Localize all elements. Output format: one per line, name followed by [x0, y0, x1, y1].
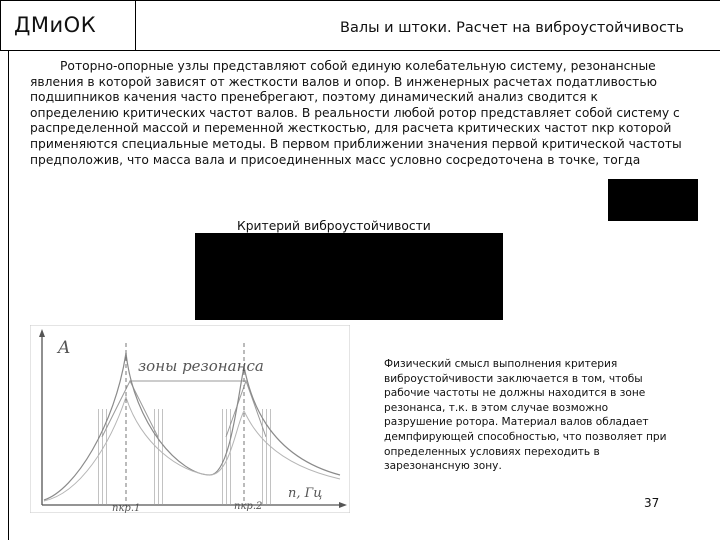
physical-meaning-text: Физический смысл выполнения критерия виброустойчивости заключается в том, чтобы рабочие частоты не должны находится в зоне резонанса, т.к. в этом случае возможно разрушение ротора. Материал валов обладает демпфирующей способностью, что позволяет при определенных условиях переходить в зарезонансную зону. — [384, 358, 667, 473]
course-logo: ДМиОК — [14, 13, 97, 37]
header-left-border — [0, 0, 9, 51]
header-divider — [135, 0, 136, 51]
left-rail — [8, 51, 9, 540]
page-number: 37 — [644, 496, 660, 510]
x-axis-label: n, Гц — [288, 486, 323, 501]
header-top-rule — [0, 0, 720, 1]
header-bottom-rule — [0, 50, 720, 51]
criterion-formula — [195, 233, 503, 320]
figure-frame — [30, 325, 350, 513]
y-axis-label: A — [58, 338, 71, 358]
main-paragraph: Роторно-опорные узлы представляют собой единую колебательную систему, резонансные явления в которой зависят от жесткости валов и опор. В инженерных расчетах податливостью подшипников качения часто пренебрегают, поэтому динамический анализ сводится к определению критических частот валов. В реальности любой ротор представляет собой систему с распределенной массой и переменной жесткостью, для расчета критических частот nкр которой применяются специальные методы. В первом приближении значения первой критической частоты предположив, что масса вала и присоединенных масс условно сосредоточена в точке, тогда — [30, 59, 682, 167]
critical-frequency-label-2: nкр.2 — [234, 501, 263, 512]
hatched-zone-4 — [262, 409, 271, 505]
hatched-zone-3 — [222, 409, 231, 505]
criterion-label: Критерий виброустойчивости — [237, 219, 431, 233]
zones-label: зоны резонанса — [138, 357, 264, 375]
slide-title: Валы и штоки. Расчет на виброустойчивость — [340, 20, 684, 36]
critical-frequency-label-1: nкр.1 — [112, 503, 141, 513]
slide-header — [0, 0, 720, 52]
resonance-figure — [30, 325, 350, 513]
critical-frequency-formula — [608, 179, 698, 221]
hatched-zone-2 — [154, 409, 163, 505]
